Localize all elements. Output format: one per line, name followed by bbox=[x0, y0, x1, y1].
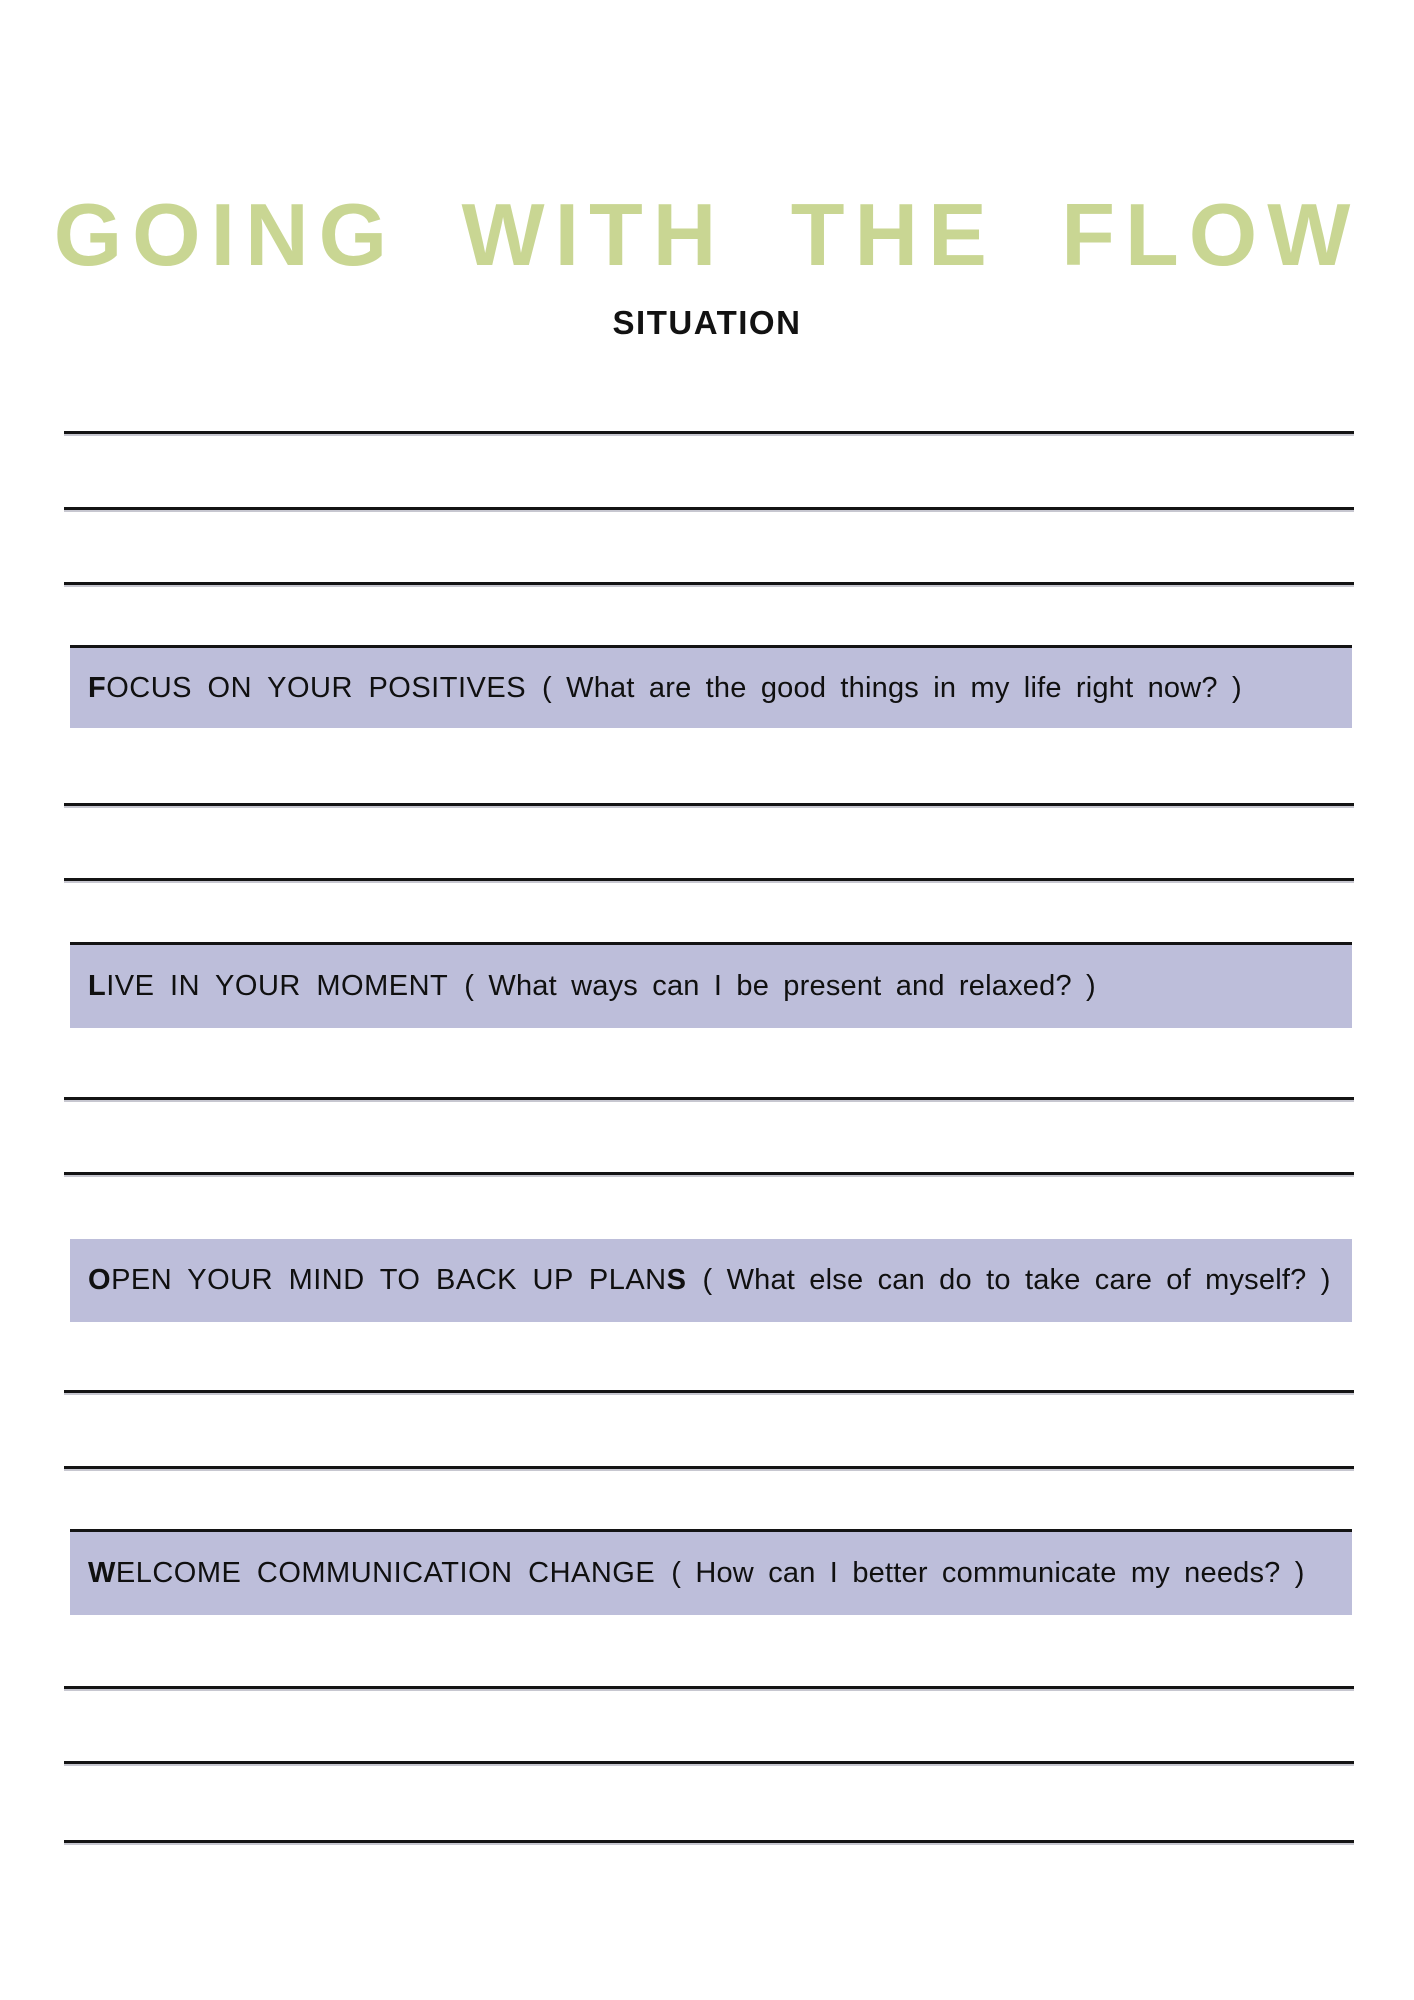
band-title-focus bbox=[70, 672, 1242, 705]
page-title: GOING WITH THE FLOW bbox=[53, 184, 1361, 284]
band-lead-letter: W bbox=[88, 1557, 116, 1589]
writing-line bbox=[64, 1172, 1354, 1175]
writing-line bbox=[64, 803, 1354, 806]
flow-band-open bbox=[70, 1239, 1352, 1322]
band-title-open bbox=[70, 1264, 1331, 1297]
band-lead-letter: O bbox=[88, 1264, 112, 1296]
band-bold-end: S bbox=[666, 1264, 687, 1296]
band-prompt: ( What are the good things in my life right now? ) bbox=[542, 671, 1242, 704]
writing-line bbox=[64, 1466, 1354, 1469]
band-lead-letter: L bbox=[88, 970, 107, 1002]
situation-heading: SITUATION bbox=[612, 304, 802, 341]
writing-line bbox=[64, 1390, 1354, 1393]
band-title-welcome bbox=[70, 1557, 1305, 1590]
flow-band-focus bbox=[70, 645, 1352, 728]
writing-line bbox=[64, 1686, 1354, 1689]
band-title-live bbox=[70, 970, 1096, 1003]
writing-line bbox=[64, 1097, 1354, 1100]
writing-line bbox=[64, 507, 1354, 510]
writing-line bbox=[64, 431, 1354, 434]
writing-line bbox=[64, 878, 1354, 881]
band-title-text: OCUS ON YOUR POSITIVES bbox=[106, 671, 527, 704]
writing-line bbox=[64, 1840, 1354, 1843]
writing-line bbox=[64, 1761, 1354, 1764]
band-prompt: ( What ways can I be present and relaxed? ) bbox=[464, 970, 1096, 1002]
band-title-text: ELCOME COMMUNICATION CHANGE bbox=[115, 1557, 656, 1589]
band-lead-letter: F bbox=[88, 671, 107, 704]
band-title-text: PEN YOUR MIND TO BACK UP PLAN bbox=[111, 1264, 667, 1296]
flow-band-welcome bbox=[70, 1529, 1352, 1615]
writing-line bbox=[64, 582, 1354, 585]
band-prompt: ( What else can do to take care of myself? ) bbox=[702, 1264, 1331, 1296]
band-prompt: ( How can I better communicate my needs? ) bbox=[671, 1557, 1305, 1589]
flow-band-live bbox=[70, 942, 1352, 1028]
band-title-text: IVE IN YOUR MOMENT bbox=[106, 970, 449, 1002]
